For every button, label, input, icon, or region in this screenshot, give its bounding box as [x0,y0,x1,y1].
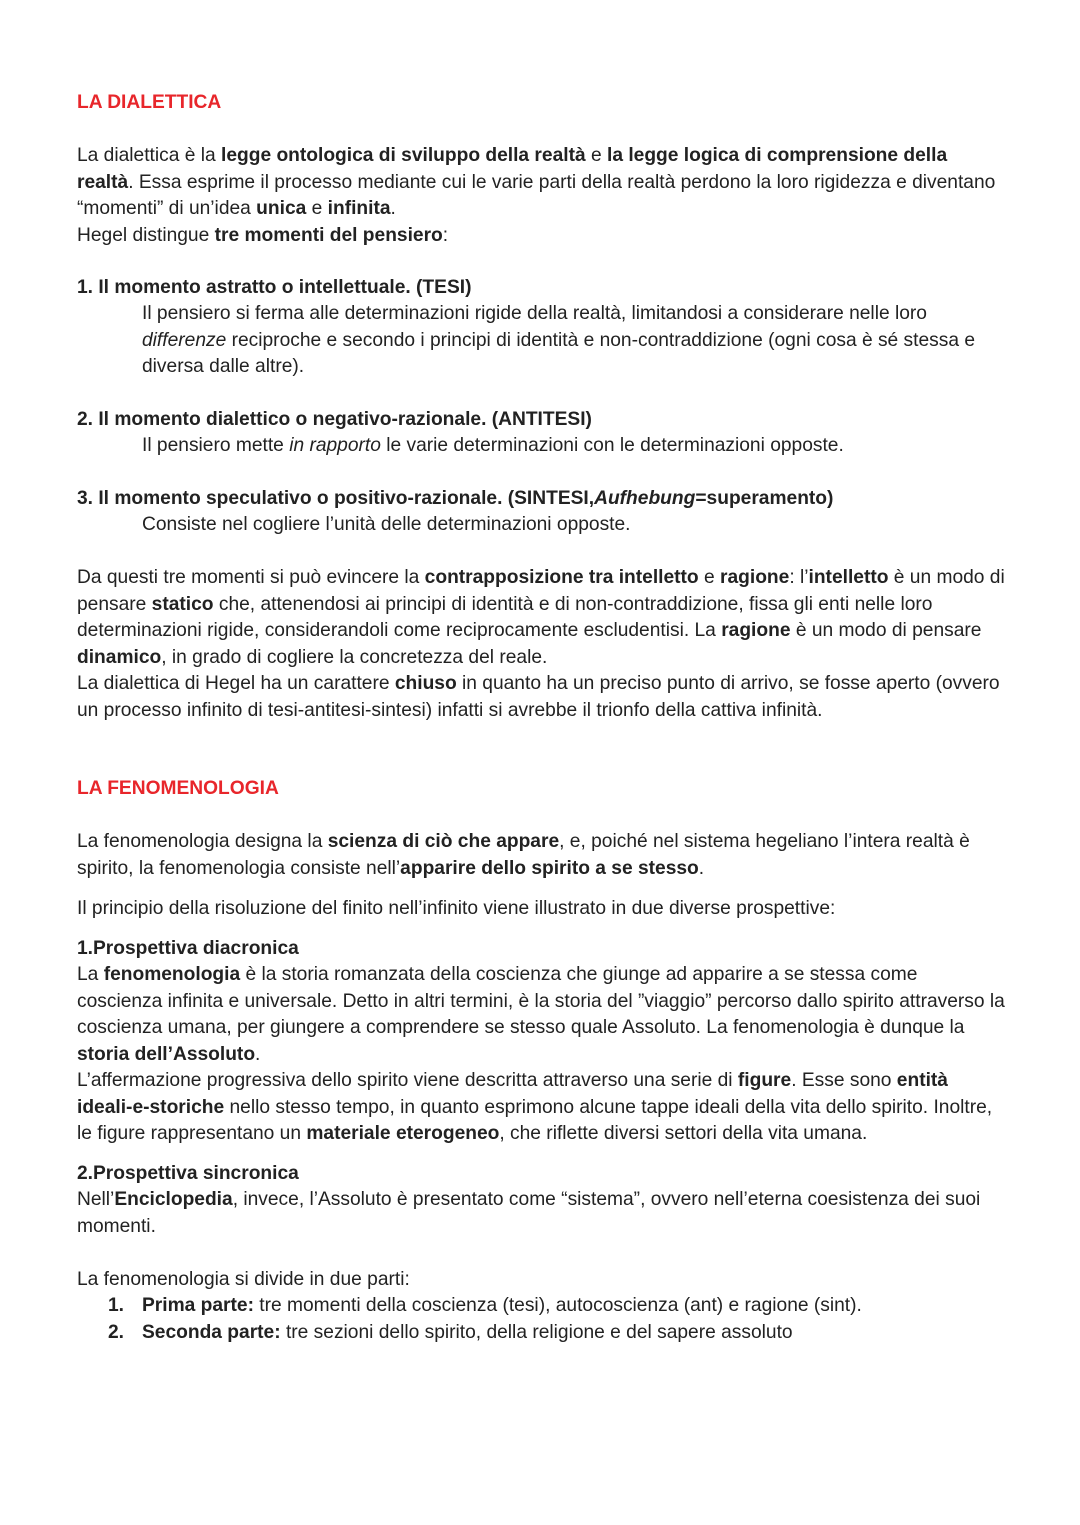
text-run: in rapporto [289,435,381,456]
list-number: 2. [108,1321,125,1343]
list-label: Seconda parte: [142,1321,281,1343]
dialettica-intro-moments: Hegel distingue tre momenti del pensiero: [77,225,449,246]
text-run: chiuso [394,673,457,694]
text-run: dinamico [77,646,162,668]
list-label: Prima parte: [142,1295,254,1316]
figure-paragraph: L’affermazione progressiva dello spirito viene descritta attraverso una serie di figure. Esse sono entità ideali-e-storiche nello stesso tempo, in quanto esprimono alcune tappe ideali della vita dello spirito. Inoltre, le figure rappresentano un materiale eterogeneo, che riflette diversi settori della vita umana. [77,1070,993,1144]
principio-paragraph: Il principio della risoluzione del finito nell’infinito viene illustrato in due diverse prospettive: [77,898,836,919]
text-run: ragione [720,567,790,588]
fenomenologia-intro: La fenomenologia designa la scienza di ciò che appare, e, poiché nel sistema hegeliano l’intera realtà è spirito, la fenomenologia consiste nell’apparire dello spirito a se stesso. [77,831,970,879]
moment-2-text: Il pensiero mette in rapporto le varie determinazioni con le determinazioni opposte. [142,435,844,456]
text-run: apparire dello spirito a se stesso [400,857,699,879]
text-run: infinita [327,198,391,219]
moment-1-title: 1. Il momento astratto o intellettuale. (TESI) [77,277,472,298]
moment-1-text: Il pensiero si ferma alle determinazioni rigide della realtà, limitandosi a considerare nelle loro differenze reciproche e secondo i principi di identità e non-contraddizione (ogni cosa è sé stessa e diversa dalle altre). [142,303,976,377]
section-heading-fenomenologia: LA FENOMENOLOGIA [77,778,279,799]
section-heading-dialettica: LA DIALETTICA [77,92,222,113]
text-run: statico [151,593,214,615]
list-body: tre momenti della coscienza (tesi), autocoscienza (ant) e ragione (sint). [253,1295,862,1316]
list-item [108,1320,1008,1347]
text-run: entità ideali-e-storiche [77,1070,948,1118]
dialettica-intro: La dialettica è la legge ontologica di sviluppo della realtà e la legge logica di comprensione della realtà. Essa esprime il processo mediante cui le varie parti della realtà perdono la loro rigidezza e diventano “momenti” di un’idea unica e infinita. [77,145,996,219]
moment-3-title: 3. Il momento speculativo o positivo-razionale. (SINTESI,Aufhebung=superamento) [77,488,834,509]
dialettica-chiusa-paragraph: La dialettica di Hegel ha un carattere chiuso in quanto ha un preciso punto di arrivo, se fosse aperto (ovvero un processo infinito di tesi-antitesi-sintesi) infatti si avrebbe il trionfo della cattiva infinità. [77,673,1000,721]
text-run: contrapposizione tra intelletto [424,567,699,588]
prospettiva-sincronica-text: Nell’Enciclopedia, invece, l’Assoluto è presentato come “sistema”, ovvero nell’eterna coesistenza dei suoi momenti. [77,1189,981,1237]
text-run: storia dell’Assoluto [77,1043,256,1065]
text-run: la legge logica di comprensione della realtà [77,145,948,193]
moment-3-text: Consiste nel cogliere l’unità delle determinazioni opposte. [142,514,631,535]
text-run: ragione [721,620,791,641]
text-run: fenomenologia [103,964,241,985]
text-run: Aufhebung [594,488,696,509]
parti-intro: La fenomenologia si divide in due parti: [77,1269,410,1290]
prospettiva-diacronica-text: La fenomenologia è la storia romanzata della coscienza che giunge ad apparire a se stessa come coscienza infinita e universale. Detto in altri termini, è la storia del ”viaggio” percorso dallo spirito attraverso la coscienza umana, per giungere a comprendere se stesso quale Assoluto. La fenomenologia è dunque la storia dell’Assoluto. [77,964,1005,1065]
list-item [108,1293,1008,1320]
list-body: tre sezioni dello spirito, della religione e del sapere assoluto [280,1321,793,1343]
text-run: intelletto [808,567,889,588]
moment-2-title: 2. Il momento dialettico o negativo-razionale. (ANTITESI) [77,409,592,430]
text-run: figure [737,1070,792,1091]
text-run: scienza di ciò che appare [327,831,560,852]
contrapposizione-paragraph: Da questi tre momenti si può evincere la contrapposizione tra intelletto e ragione: l’intelletto è un modo di pensare statico che, attenendosi ai principi di identità e di non-contraddizione, fissa gli enti nelle loro determinazioni rigide, considerandoli come reciprocamente escludentisi. La ragione è un modo di pensare dinamico, in grado di cogliere la concretezza del reale. [77,567,1005,668]
text-run: tre momenti del pensiero [214,225,443,246]
text-run: unica [256,198,307,219]
list-text [142,1293,862,1320]
text-run: Enciclopedia [114,1189,233,1210]
parti-list [108,1293,1008,1346]
list-number: 1. [108,1295,125,1316]
text-run: differenze [142,329,227,351]
text-run: materiale eterogeneo [306,1123,500,1144]
list-text [142,1320,793,1347]
text-run: legge ontologica di sviluppo della realtà [221,145,586,166]
prospettiva-diacronica-title: 1.Prospettiva diacronica [77,938,299,959]
prospettiva-sincronica-title: 2.Prospettiva sincronica [77,1163,299,1184]
